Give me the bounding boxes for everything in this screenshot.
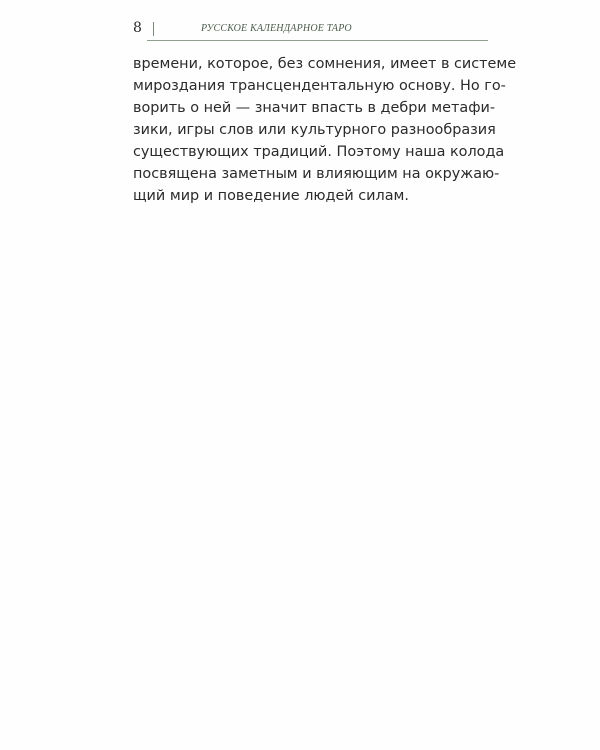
header-rule <box>147 40 488 41</box>
text-line: времени, которое, без сомнения, имеет в системе <box>133 56 517 72</box>
page-number: 8 <box>133 20 142 36</box>
text-line: ворить о ней — значит впасть в дебри метафи- <box>133 100 496 116</box>
body-paragraph <box>133 53 517 207</box>
text-line-last: щий мир и поведение людей силам. <box>133 188 409 204</box>
text-line: существующих традиций. Поэтому наша колода <box>133 144 505 160</box>
book-title: РУССКОЕ КАЛЕНДАРНОЕ ТАРО <box>201 23 352 34</box>
text-line: зики, игры слов или культурного разнообразия <box>133 122 496 138</box>
text-line: посвящена заметным и влияющим на окружаю- <box>133 166 500 182</box>
running-head <box>133 18 488 40</box>
header-separator <box>153 22 154 36</box>
text-line: мироздания трансцендентальную основу. Но го- <box>133 78 506 94</box>
